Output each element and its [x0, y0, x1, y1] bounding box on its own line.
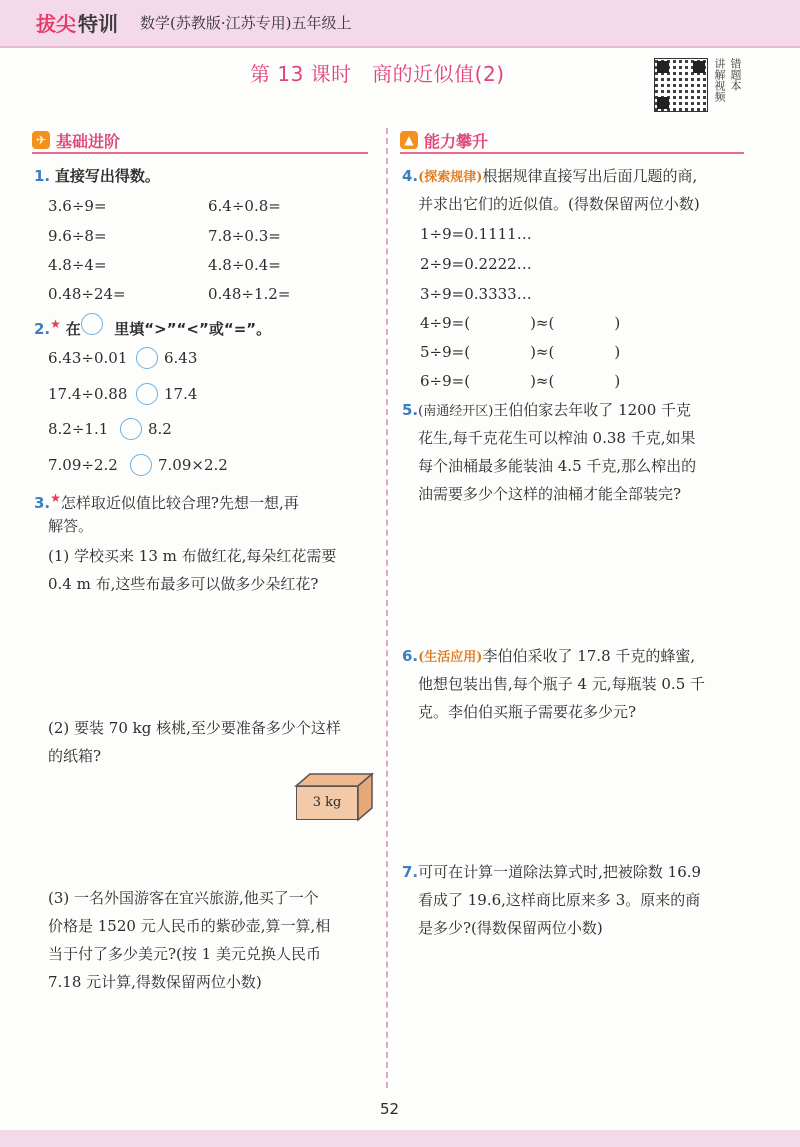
- lesson-title: 第 13 课时 商的近似值(2): [250, 62, 505, 86]
- q2-left: 6.43÷0.01: [48, 349, 128, 367]
- q2-number: 2.: [34, 320, 51, 338]
- q2-left: 8.2÷1.1: [48, 420, 109, 438]
- q2-text-a: 在: [65, 320, 81, 338]
- brand-text-a: 拔尖: [36, 12, 76, 36]
- q3-p3-line4: 7.18 元计算,得数保留两位小数): [48, 973, 262, 991]
- q2-right: 17.4: [164, 385, 198, 403]
- q3-p1-line1: (1) 学校买来 13 m 布做红花,每朵红花需要: [48, 547, 337, 565]
- q1-item: 0.48÷1.2=: [208, 285, 291, 303]
- section-advanced: [400, 128, 488, 152]
- box-side-face: [356, 774, 372, 820]
- q2-left: 17.4÷0.88: [48, 385, 128, 403]
- q5-line4: 油需要多少个这样的油桶才能全部装完?: [418, 485, 682, 503]
- q2-text-b: 里填“>”“<”或“=”。: [114, 320, 272, 338]
- brand-logo: [36, 8, 118, 37]
- climb-icon: ▲: [400, 131, 418, 149]
- section-basic-label: 基础进阶: [56, 131, 121, 151]
- q2-right: 6.43: [164, 349, 198, 367]
- q3-prompt: [34, 488, 299, 513]
- q4-tag: (探索规律): [418, 170, 483, 185]
- q4-row: 1÷9=0.1111…: [420, 225, 532, 243]
- compare-circle[interactable]: [136, 383, 158, 405]
- q4-line1: 根据规律直接写出后面几题的商,: [482, 167, 698, 185]
- section-basic: [32, 128, 120, 152]
- q7-line1: 可可在计算一道除法算式时,把被除数 16.9: [418, 863, 702, 881]
- q2-prompt: [34, 314, 271, 339]
- star-icon: ★: [50, 491, 61, 505]
- q2-right: 8.2: [148, 420, 172, 438]
- q1-number: 1.: [34, 167, 51, 185]
- q4-number: 4.: [402, 167, 419, 185]
- q2-left: 7.09÷2.2: [48, 456, 118, 474]
- q1-item: 9.6÷8=: [48, 227, 107, 245]
- q7-prompt: [402, 862, 701, 882]
- page-footer-bar: [0, 1130, 800, 1147]
- q4-line2: 并求出它们的近似值。(得数保留两位小数): [418, 195, 700, 213]
- q4-row: 4÷9=( )≈( ): [420, 314, 621, 332]
- q6-tag: (生活应用): [418, 650, 483, 665]
- q6-number: 6.: [402, 647, 419, 665]
- q1-item: 6.4÷0.8=: [208, 197, 281, 215]
- star-icon: ★: [50, 317, 61, 331]
- section-advanced-label: 能力攀升: [424, 131, 489, 151]
- q3-p3-line1: (3) 一名外国游客在宜兴旅游,他买了一个: [48, 889, 319, 907]
- compare-circle[interactable]: [120, 418, 142, 440]
- q6-line3: 克。李伯伯买瓶子需要花多少元?: [418, 703, 637, 721]
- q5-line3: 每个油桶最多能装油 4.5 千克,那么榨出的: [418, 457, 697, 475]
- q3-p3-line2: 价格是 1520 元人民币的紫砂壶,算一算,相: [48, 917, 331, 935]
- compare-circle[interactable]: [136, 347, 158, 369]
- q5-tag: (南通经开区): [418, 404, 494, 419]
- q1-prompt: [34, 166, 160, 186]
- q1-item: 7.8÷0.3=: [208, 227, 281, 245]
- compare-circle[interactable]: [130, 454, 152, 476]
- q1-item: 4.8÷4=: [48, 256, 107, 274]
- q7-line3: 是多少?(得数保留两位小数): [418, 919, 603, 937]
- page-number: 52: [380, 1100, 400, 1118]
- q4-row: 3÷9=0.3333…: [420, 285, 532, 303]
- section-advanced-rule: [400, 152, 744, 154]
- q3-number: 3.: [34, 494, 51, 512]
- q3-line1: 怎样取近似值比较合理?先想一想,再: [60, 494, 299, 512]
- column-divider: [386, 128, 388, 1088]
- q4-row: 2÷9=0.2222…: [420, 255, 532, 273]
- page-header: [0, 0, 800, 48]
- q5-line2: 花生,每千克花生可以榨油 0.38 千克,如果: [418, 429, 696, 447]
- q7-line2: 看成了 19.6,这样商比原来多 3。原来的商: [418, 891, 701, 909]
- q3-line2: 解答。: [48, 517, 94, 535]
- rocket-icon: ✈: [32, 131, 50, 149]
- q4-row: 5÷9=( )≈( ): [420, 343, 621, 361]
- cardboard-box: 3 kg: [296, 786, 358, 820]
- q6-line2: 他想包装出售,每个瓶子 4 元,每瓶装 0.5 千: [418, 675, 706, 693]
- q1-item: 3.6÷9=: [48, 197, 107, 215]
- qr-code-icon[interactable]: [654, 58, 708, 112]
- q5-number: 5.: [402, 401, 419, 419]
- q6-prompt: [402, 646, 695, 668]
- q5-prompt: [402, 400, 691, 422]
- qr-label-notebook: 错题本: [729, 58, 742, 91]
- qr-label-video: 讲解视频: [713, 58, 726, 102]
- q4-row: 6÷9=( )≈( ): [420, 372, 621, 390]
- q1-text: 直接写出得数。: [54, 167, 160, 185]
- q1-item: 4.8÷0.4=: [208, 256, 281, 274]
- q7-number: 7.: [402, 863, 419, 881]
- brand-text-b: 特训: [78, 12, 118, 36]
- qr-label: [712, 58, 746, 102]
- q4-prompt: [402, 166, 697, 188]
- section-basic-rule: [32, 152, 368, 154]
- q2-right: 7.09×2.2: [158, 456, 228, 474]
- q6-line1: 李伯伯采收了 17.8 千克的蜂蜜,: [482, 647, 696, 665]
- book-series: 数学(苏教版·江苏专用)五年级上: [140, 14, 352, 32]
- q5-line1: 王伯伯家去年收了 1200 千克: [493, 401, 692, 419]
- q3-p1-line2: 0.4 m 布,这些布最多可以做多少朵红花?: [48, 575, 319, 593]
- q3-p3-line3: 当于付了多少美元?(按 1 美元兑换人民币: [48, 945, 321, 963]
- q3-p2-line2: 的纸箱?: [48, 747, 102, 765]
- compare-circle-sample: [81, 313, 103, 335]
- q1-item: 0.48÷24=: [48, 285, 126, 303]
- q3-p2-line1: (2) 要装 70 kg 核桃,至少要准备多少个这样: [48, 719, 341, 737]
